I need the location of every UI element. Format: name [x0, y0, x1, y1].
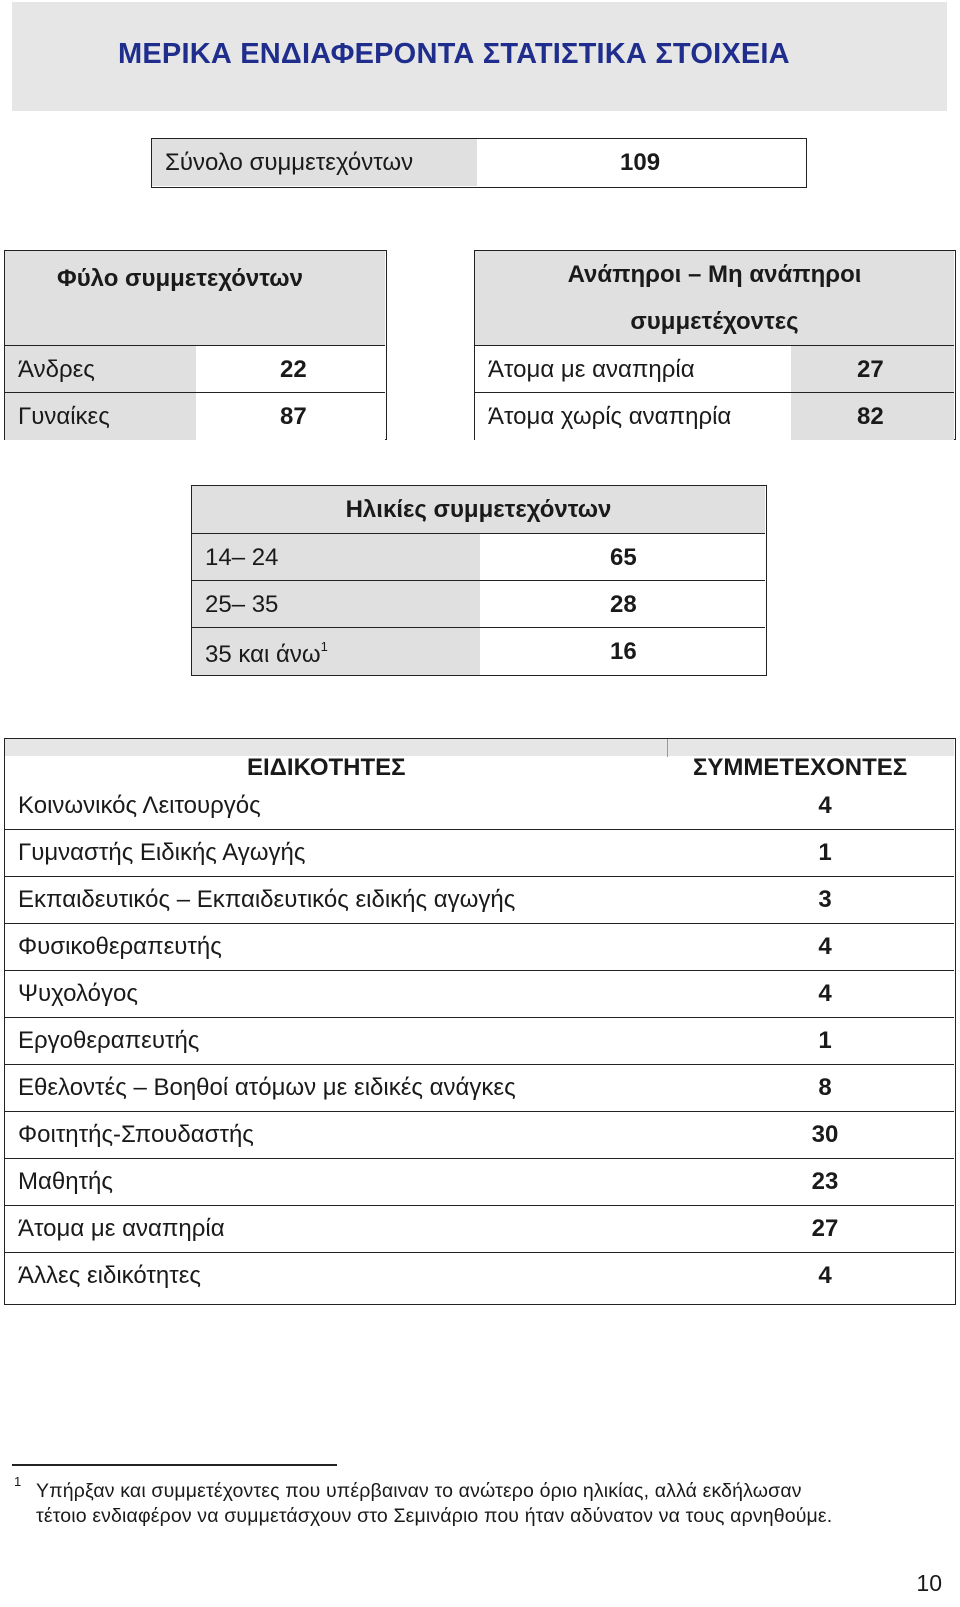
table-row: [5, 1205, 954, 1252]
gender-label-women: Γυναίκες: [5, 393, 196, 440]
disability-header: [475, 251, 954, 345]
table-row: [5, 759, 954, 829]
footnote-mark: 1: [14, 1474, 22, 1489]
footnote-line-1: Υπήρξαν και συμμετέχοντες που υπέρβαιναν το ανώτερο όριο ηλικίας, αλλά εκδήλωσαν: [36, 1480, 802, 1502]
ages-header: Ηλικίες συμμετεχόντων: [192, 486, 765, 533]
total-participants-table: [151, 138, 807, 188]
specialty-label: Φοιτητής-Σπουδαστής: [18, 1121, 254, 1148]
disability-header-line1: Ανάπηροι – Μη ανάπηροι: [567, 261, 862, 288]
specialty-count: 4: [818, 1262, 832, 1289]
footnote-divider: [12, 1464, 337, 1466]
table-row: [5, 1252, 954, 1299]
disability-value-with: 27: [791, 346, 954, 393]
table-row: [5, 970, 954, 1017]
specialty-label: Γυμναστής Ειδικής Αγωγής: [18, 839, 306, 866]
title-banner: [12, 2, 947, 111]
page-title: ΜΕΡΙΚΑ ΕΝΔΙΑΦΕΡΟΝΤΑ ΣΤΑΤΙΣΤΙΚΑ ΣΤΟΙΧΕΙΑ: [118, 38, 790, 70]
specialty-count: 1: [818, 1027, 832, 1054]
specialty-count: 30: [811, 1121, 839, 1148]
table-row: [5, 1017, 954, 1064]
specialty-label: Άλλες ειδικότητες: [18, 1262, 201, 1289]
specialty-label: Άτομα με αναπηρία: [18, 1215, 225, 1242]
gender-label-men: Άνδρες: [5, 346, 196, 393]
age-value-35-plus: 16: [480, 628, 765, 675]
total-label: Σύνολο συμμετεχόντων: [152, 139, 477, 186]
specialty-count: 3: [818, 886, 832, 913]
table-row: [5, 923, 954, 970]
specialty-count: 23: [811, 1168, 839, 1195]
total-value: 109: [620, 149, 661, 176]
footnote-ref: 1: [320, 639, 328, 654]
age-label-35-plus: [192, 628, 480, 675]
footnote-text: [36, 1479, 832, 1529]
gender-value-women: 87: [196, 393, 385, 440]
table-row: [5, 392, 385, 439]
table-row: [475, 345, 954, 392]
table-row: [5, 876, 954, 923]
age-label-25-35: 25– 35: [192, 581, 480, 628]
header-divider: [667, 739, 668, 757]
specialty-label: Εκπαιδευτικός – Εκπαιδευτικός ειδικής αγωγής: [18, 886, 516, 913]
gender-header: Φύλο συμμετεχόντων: [5, 251, 385, 345]
age-value-25-35: 28: [480, 581, 765, 628]
specialty-count: 8: [818, 1074, 832, 1101]
specialty-count: 4: [818, 792, 832, 819]
table-row: [5, 829, 954, 876]
age-value-14-24: 65: [480, 534, 765, 581]
disability-label-without: Άτομα χωρίς αναπηρία: [475, 393, 791, 440]
table-row: [192, 627, 765, 674]
gender-value-men: 22: [196, 346, 385, 393]
table-row: [5, 1064, 954, 1111]
specialty-count: 4: [818, 933, 832, 960]
age-label-14-24: 14– 24: [192, 534, 480, 581]
disability-table: [474, 250, 956, 440]
specialty-count: 1: [818, 839, 832, 866]
specialty-label: Ψυχολόγος: [18, 980, 138, 1007]
specialty-column-header: ΕΙΔΙΚΟΤΗΤΕΣ: [247, 754, 406, 781]
table-row: [5, 345, 385, 392]
table-row: [192, 533, 765, 580]
table-row: [5, 1158, 954, 1205]
specialty-label: Εθελοντές – Βοηθοί ατόμων με ειδικές ανάγκες: [18, 1074, 516, 1101]
age-label-35-plus-text: 35 και άνω: [205, 641, 321, 668]
participants-column-header: ΣΥΜΜΕΤΕΧΟΝΤΕΣ: [693, 754, 908, 781]
specialty-label: Μαθητής: [18, 1168, 113, 1195]
gender-table: [4, 250, 387, 440]
table-row: [475, 392, 954, 439]
page-number: 10: [916, 1570, 942, 1596]
disability-value-without: 82: [791, 393, 954, 440]
specialty-label: Κοινωνικός Λειτουργός: [18, 792, 261, 819]
specialties-table: [4, 738, 956, 1305]
ages-table: [191, 485, 767, 676]
specialty-label: Φυσικοθεραπευτής: [18, 933, 222, 960]
specialty-count: 27: [811, 1215, 839, 1242]
disability-header-line2: συμμετέχοντες: [630, 308, 799, 335]
table-row: [5, 1111, 954, 1158]
table-row: [192, 580, 765, 627]
specialty-count: 4: [818, 980, 832, 1007]
specialty-label: Εργοθεραπευτής: [18, 1027, 200, 1054]
disability-label-with: Άτομα με αναπηρία: [475, 346, 791, 393]
footnote-line-2: τέτοιο ενδιαφέρον να συμμετάσχουν στο Σεμινάριο που ήταν αδύνατον να τους αρνηθούμε.: [36, 1505, 833, 1527]
